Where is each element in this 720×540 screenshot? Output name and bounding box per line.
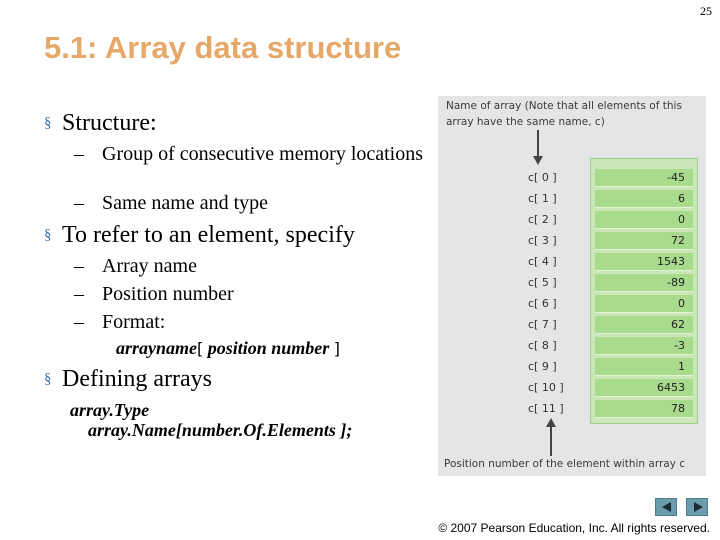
bullet-refer	[44, 222, 355, 248]
index-label: c[ 11 ]	[528, 402, 564, 415]
code-array-name: array.Name[number.Of.Elements ];	[88, 420, 353, 440]
page-number: 25	[700, 4, 712, 18]
left-triangle-icon	[662, 502, 671, 512]
bullet-square-icon: §	[44, 371, 52, 387]
array-cell: 0	[595, 211, 693, 229]
index-label: c[ 2 ]	[528, 213, 557, 226]
index-label: c[ 7 ]	[528, 318, 557, 331]
index-label: c[ 8 ]	[528, 339, 557, 352]
index-label: c[ 10 ]	[528, 381, 564, 394]
sub-bullet-type	[74, 193, 434, 214]
index-label: c[ 4 ]	[528, 255, 557, 268]
bullet-structure	[44, 110, 157, 136]
code-array-type: array.Type	[70, 400, 150, 420]
arrow-down-line	[537, 130, 539, 156]
right-triangle-icon	[694, 502, 703, 512]
format-position: position number	[207, 338, 330, 358]
array-cell: -89	[595, 274, 693, 292]
bullet-square-icon: §	[44, 115, 52, 131]
sub-bullet-text: Position number	[102, 283, 234, 305]
sub-bullet-memory	[74, 144, 434, 186]
sub-bullet-text: Array name	[102, 255, 197, 277]
format-close-bracket: ]	[333, 339, 341, 358]
array-cell: 62	[595, 316, 693, 334]
figure-caption-bottom: Position number of the element within array c	[444, 458, 686, 470]
array-cell: 6453	[595, 379, 693, 397]
dash-icon: –	[74, 192, 84, 214]
array-cell: 1	[595, 358, 693, 376]
arrow-down-icon	[533, 156, 543, 165]
index-label: c[ 1 ]	[528, 192, 557, 205]
dash-icon: –	[74, 283, 84, 305]
bullet-structure-label: Structure:	[62, 110, 157, 136]
array-cell: -3	[595, 337, 693, 355]
bullet-square-icon: §	[44, 227, 52, 243]
sub-bullet-format	[74, 312, 434, 333]
array-cell: 0	[595, 295, 693, 313]
slide-title: 5.1: Array data structure	[44, 30, 402, 65]
array-cell: 78	[595, 400, 693, 418]
bullet-refer-label: To refer to an element, specify	[62, 222, 355, 248]
dash-icon: –	[74, 255, 84, 277]
index-label: c[ 5 ]	[528, 276, 557, 289]
index-label: c[ 6 ]	[528, 297, 557, 310]
copyright: © 2007 Pearson Education, Inc. All rights reserved.	[438, 521, 710, 535]
array-box	[590, 158, 698, 424]
sub-bullet-text: Group of consecutive memory locations	[102, 143, 424, 165]
array-cell: -45	[595, 169, 693, 187]
sub-bullet-array-name	[74, 256, 434, 277]
arrow-up-line	[550, 426, 552, 456]
prev-slide-button[interactable]	[655, 498, 677, 516]
format-syntax	[116, 338, 340, 359]
index-label: c[ 0 ]	[528, 171, 557, 184]
bullet-defining	[44, 366, 212, 392]
figure-caption-top: Name of array (Note that all elements of this array have the same name, c)	[446, 100, 682, 128]
index-label: c[ 9 ]	[528, 360, 557, 373]
index-label: c[ 3 ]	[528, 234, 557, 247]
sub-bullet-text: Format:	[102, 311, 166, 333]
array-cell: 1543	[595, 253, 693, 271]
array-cell: 6	[595, 190, 693, 208]
array-cell: 72	[595, 232, 693, 250]
format-array-name: arrayname	[116, 338, 197, 358]
dash-icon: –	[74, 311, 84, 333]
array-figure	[438, 96, 706, 476]
bullet-defining-label: Defining arrays	[62, 366, 212, 392]
dash-icon: –	[74, 143, 84, 165]
sub-bullet-position	[74, 284, 434, 305]
next-slide-button[interactable]	[686, 498, 708, 516]
sub-bullet-text: Same name and type	[102, 192, 269, 214]
format-open-bracket: [	[197, 339, 204, 358]
